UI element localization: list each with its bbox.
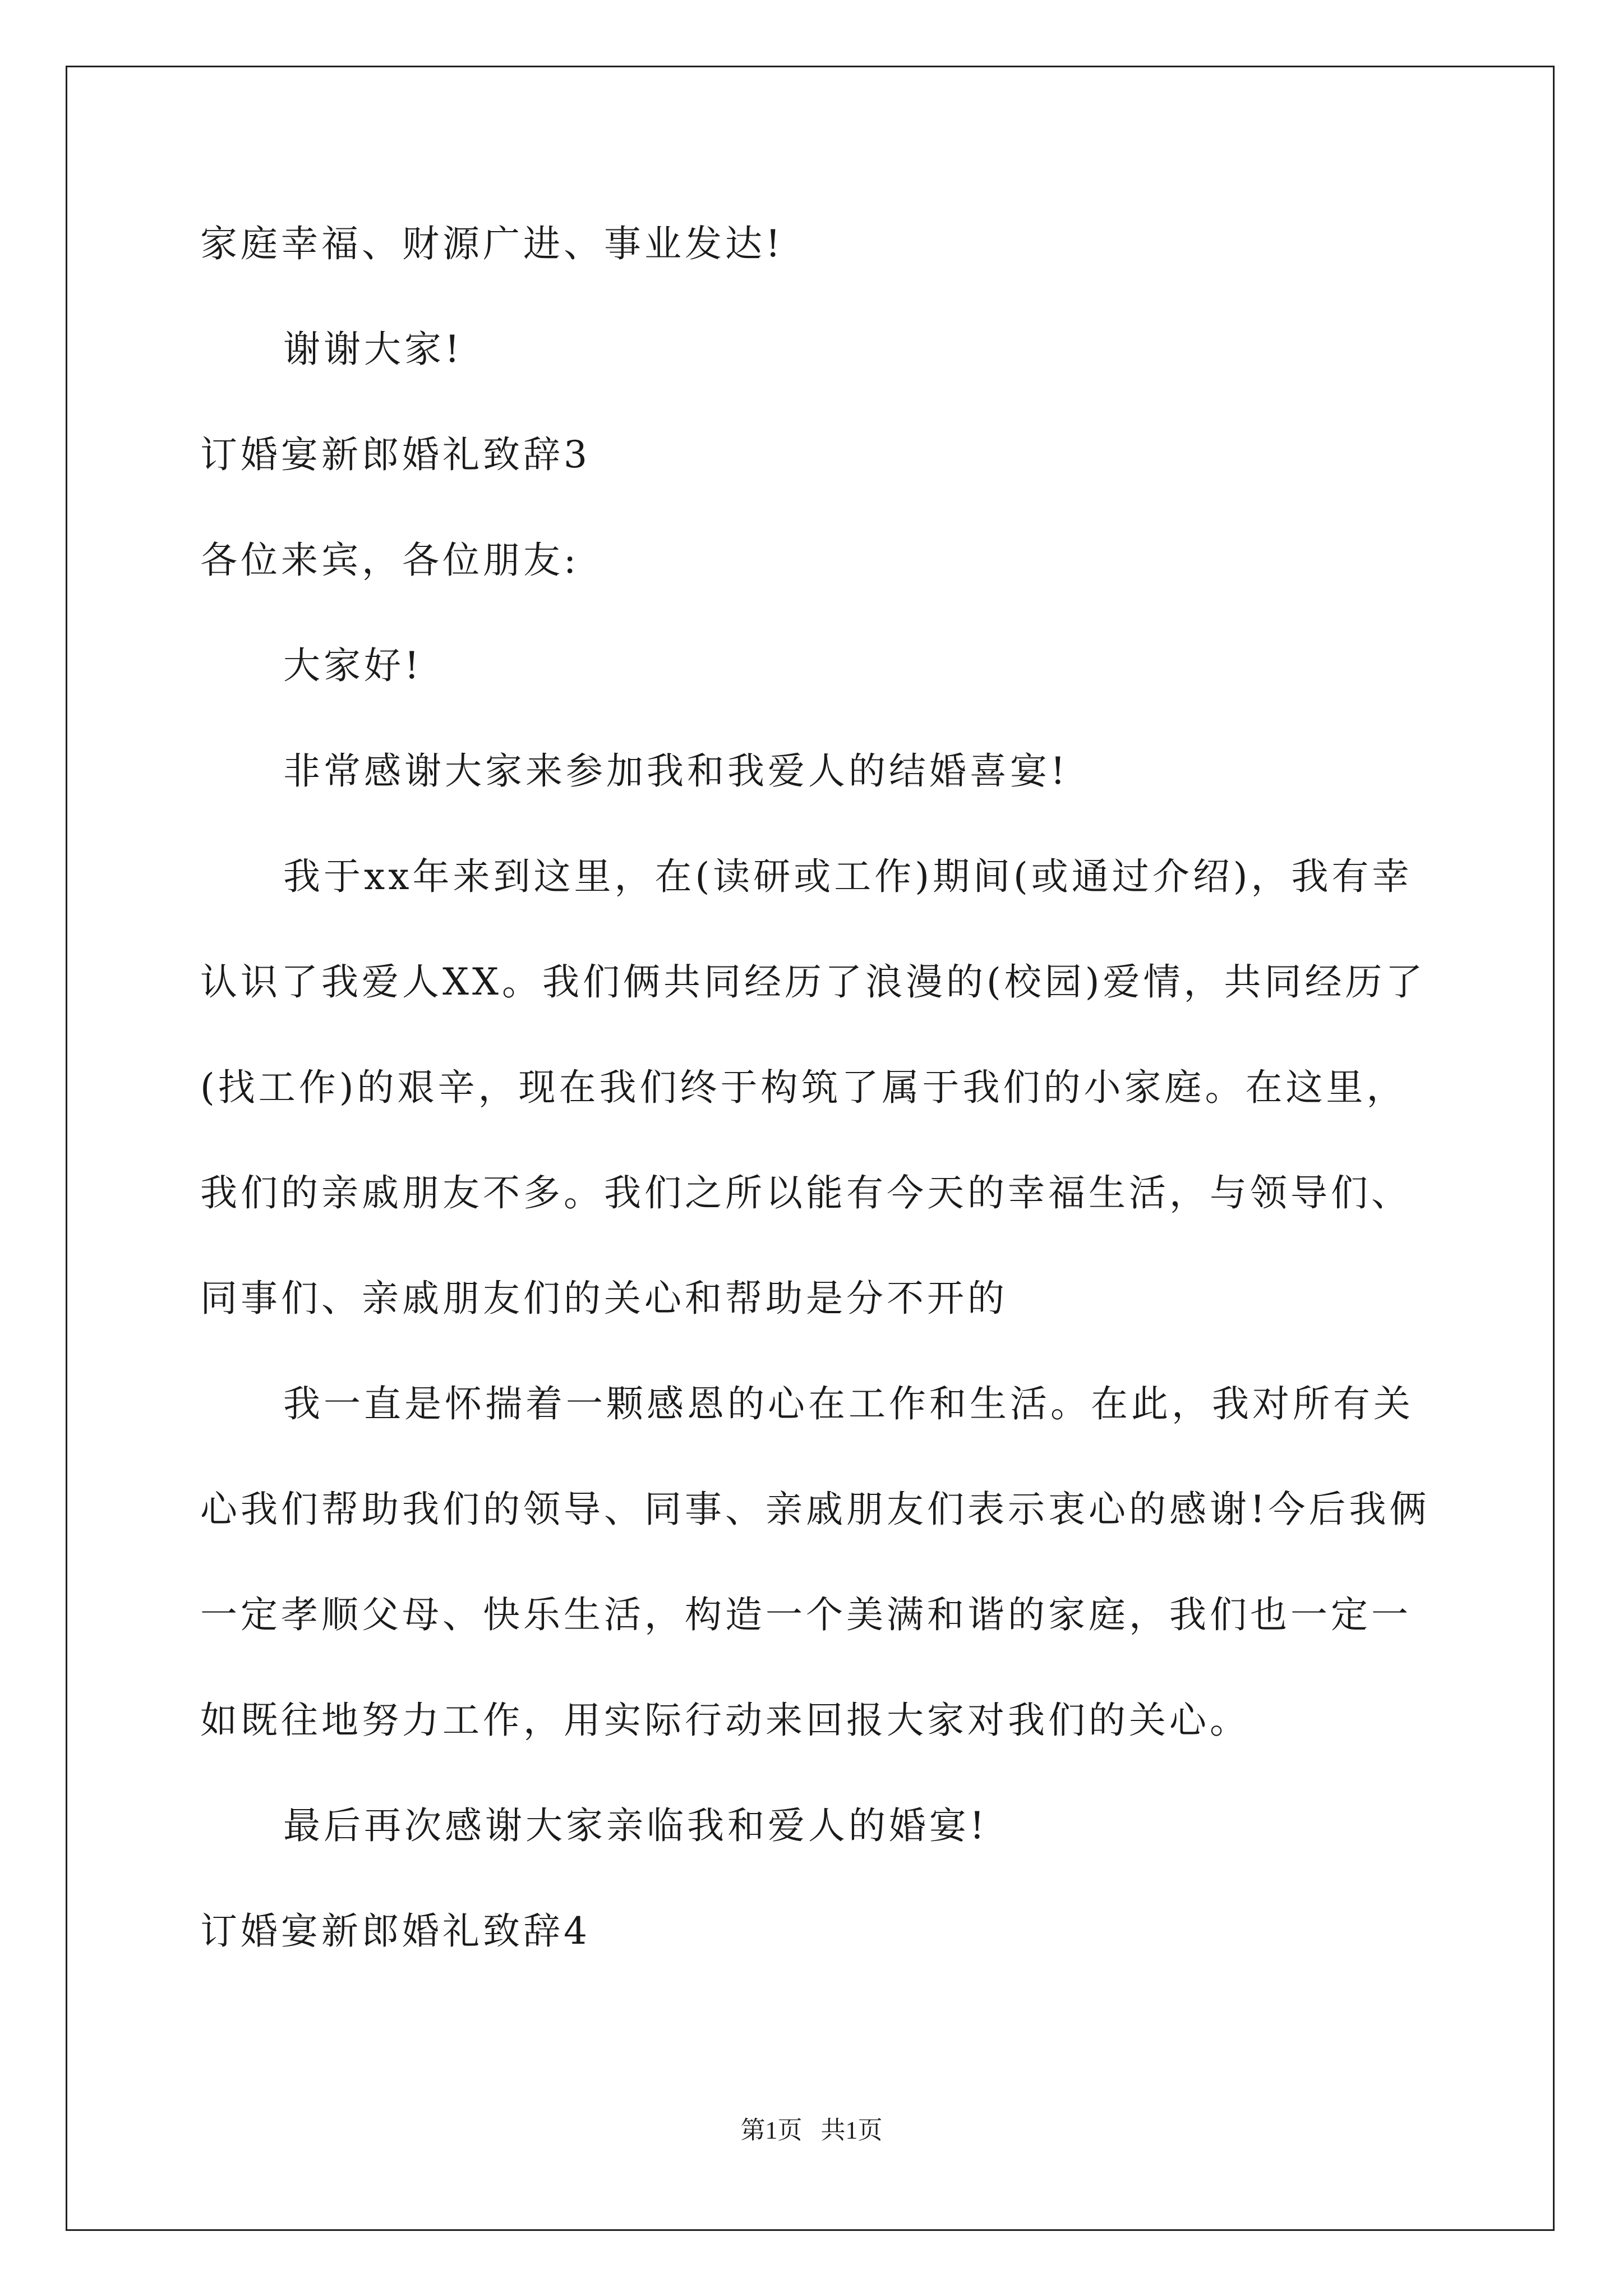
text-line: (找工作)的艰辛，现在我们终于构筑了属于我们的小家庭。在这里， bbox=[200, 1066, 1407, 1109]
text-line: 心我们帮助我们的领导、同事、亲戚朋友们表示衷心的感谢!今后我俩 bbox=[200, 1488, 1430, 1531]
text-line: 家庭幸福、财源广进、事业发达! bbox=[200, 222, 784, 265]
text-line: 如既往地努力工作，用实际行动来回报大家对我们的关心。 bbox=[200, 1699, 1250, 1742]
text-line: 大家好! bbox=[283, 644, 423, 687]
page-number-footer: 第1页 共1页 bbox=[740, 2116, 883, 2144]
text-line: 我们的亲戚朋友不多。我们之所以能有今天的幸福生活，与领导们、 bbox=[200, 1171, 1412, 1214]
text-line: 非常感谢大家来参加我和我爱人的结婚喜宴! bbox=[283, 749, 1069, 793]
section-heading: 订婚宴新郎婚礼致辞4 bbox=[200, 1910, 591, 1953]
text-line: 同事们、亲戚朋友们的关心和帮助是分不开的 bbox=[200, 1277, 1008, 1320]
page-border bbox=[66, 66, 1555, 2231]
salutation: 各位来宾，各位朋友: bbox=[200, 539, 580, 582]
text-line: 认识了我爱人XX。我们俩共同经历了浪漫的(校园)爱情，共同经历了 bbox=[200, 960, 1426, 1004]
text-line: 我一直是怀揣着一颗感恩的心在工作和生活。在此，我对所有关 bbox=[283, 1382, 1414, 1425]
text-line: 一定孝顺父母、快乐生活，构造一个美满和谐的家庭，我们也一定一 bbox=[200, 1593, 1412, 1636]
text-line: 我于xx年来到这里，在(读研或工作)期间(或通过介绍)，我有幸 bbox=[283, 855, 1413, 898]
text-line: 谢谢大家! bbox=[283, 328, 463, 371]
section-heading: 订婚宴新郎婚礼致辞3 bbox=[200, 433, 591, 476]
text-line: 最后再次感谢大家亲临我和爱人的婚宴! bbox=[283, 1804, 988, 1847]
